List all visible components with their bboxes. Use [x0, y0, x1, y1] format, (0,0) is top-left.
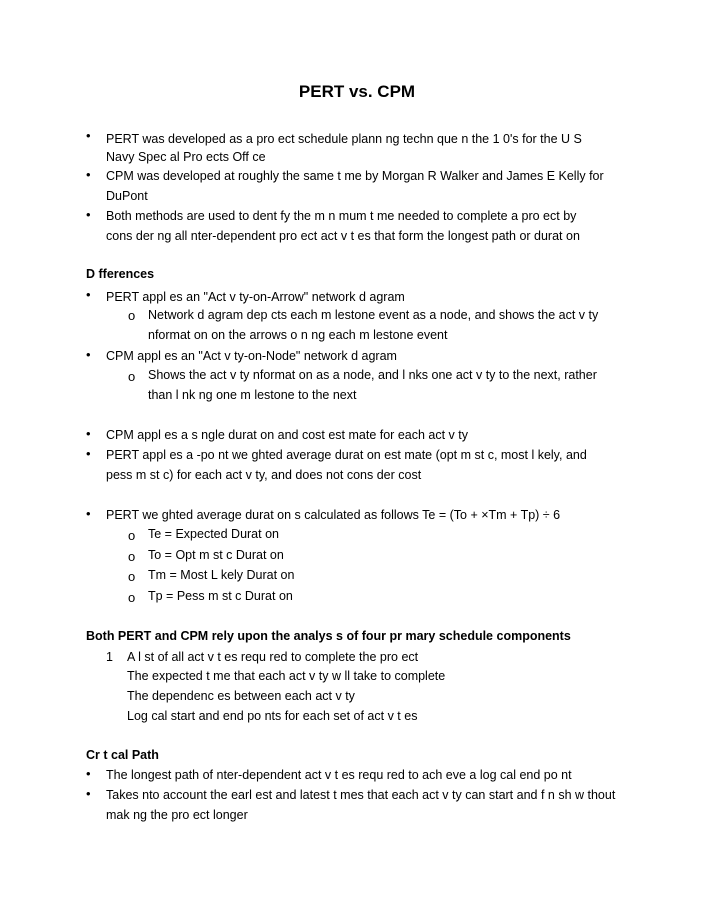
list-number: 1 [106, 650, 113, 664]
page-title: PERT vs. CPM [298, 82, 416, 101]
critical-path-line: The longest path of nter-dependent act v t es requ red to ach eve a log cal end po nt [106, 768, 572, 782]
section-heading-critical-path: Cr t cal Path [86, 748, 159, 762]
difference-line: CPM appl es an "Act v ty-on-Node" network d agram [106, 349, 397, 363]
difference-line: nformat on on the arrows o n ng each m lestone event [148, 328, 448, 342]
difference-line: Tm = Most L kely Durat on [148, 568, 295, 582]
sub-bullet-icon: o [128, 369, 136, 384]
difference-line: Te = Expected Durat on [148, 527, 279, 541]
difference-line: pess m st c) for each act v ty, and does not cons der cost [106, 468, 422, 482]
difference-line: Tp = Pess m st c Durat on [148, 589, 293, 603]
sub-bullet-icon: o [128, 308, 136, 323]
bullet-icon: • [86, 287, 91, 302]
component-line: The dependenc es between each act v ty [127, 689, 355, 703]
intro-line: CPM was developed at roughly the same t me by Morgan R Walker and James E Kelly for [106, 169, 604, 183]
sub-bullet-icon: o [128, 569, 136, 584]
bullet-icon: • [86, 506, 91, 521]
bullet-icon: • [86, 786, 91, 801]
sub-bullet-icon: o [128, 590, 136, 605]
component-line: Log cal start and end po nts for each set of act v t es [127, 709, 418, 723]
intro-line: Navy Spec al Pro ects Off ce [106, 150, 266, 164]
difference-line: CPM appl es a s ngle durat on and cost est mate for each act v ty [106, 428, 468, 442]
difference-line: than l nk ng one m lestone to the next [148, 388, 357, 402]
difference-line: Network d agram dep cts each m lestone event as a node, and shows the act v ty [148, 308, 599, 322]
bullet-icon: • [86, 207, 91, 222]
sub-bullet-icon: o [128, 528, 136, 543]
intro-line: DuPont [106, 189, 148, 203]
component-line: The expected t me that each act v ty w ll take to complete [127, 669, 446, 683]
component-line: A l st of all act v t es requ red to complete the pro ect [127, 650, 419, 664]
difference-line: PERT appl es an "Act v ty-on-Arrow" network d agram [106, 290, 405, 304]
intro-line: Both methods are used to dent fy the m n mum t me needed to complete a pro ect by [106, 209, 577, 223]
section-heading-components: Both PERT and CPM rely upon the analys s of four pr mary schedule components [86, 629, 571, 643]
section-heading-differences: D fferences [86, 267, 155, 281]
bullet-icon: • [86, 347, 91, 362]
critical-path-line: Takes nto account the earl est and latest t mes that each act v ty can start and f n sh w thout [106, 788, 616, 802]
difference-line: To = Opt m st c Durat on [148, 548, 284, 562]
difference-line: Shows the act v ty nformat on as a node, and l nks one act v ty to the next, rather [148, 368, 597, 382]
difference-line: PERT appl es a -po nt we ghted average durat on est mate (opt m st c, most l kely, and [106, 448, 587, 462]
bullet-icon: • [86, 128, 91, 143]
intro-line: cons der ng all nter-dependent pro ect act v t es that form the longest path or durat on [106, 229, 580, 243]
intro-line: PERT was developed as a pro ect schedule plann ng techn que n the 1 0's for the U S [106, 132, 582, 146]
difference-line: PERT we ghted average durat on s calculated as follows Te = (To + ×Tm + Tp) ÷ 6 [106, 508, 561, 522]
bullet-icon: • [86, 446, 91, 461]
bullet-icon: • [86, 167, 91, 182]
critical-path-line: mak ng the pro ect longer [106, 808, 248, 822]
bullet-icon: • [86, 426, 91, 441]
bullet-icon: • [86, 766, 91, 781]
sub-bullet-icon: o [128, 549, 136, 564]
